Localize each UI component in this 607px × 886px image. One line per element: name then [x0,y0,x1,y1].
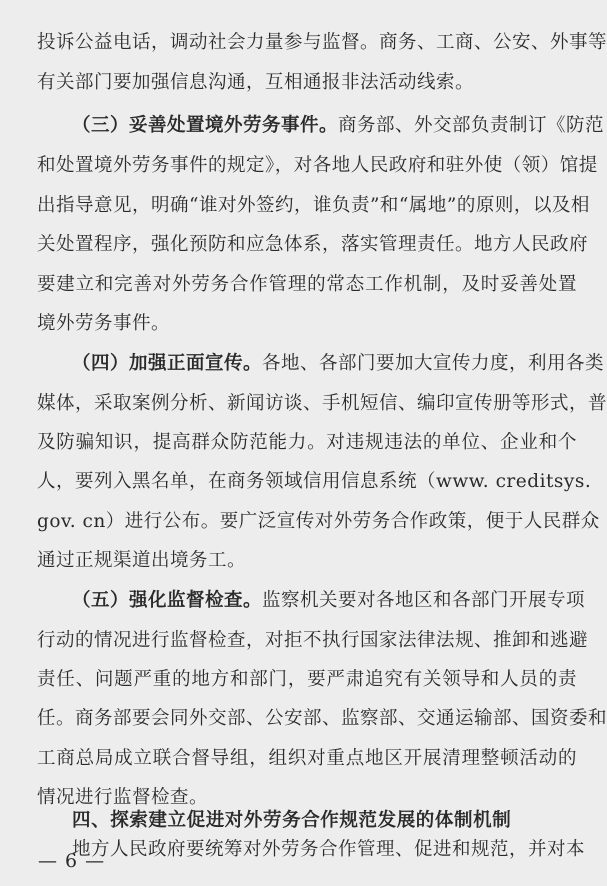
text-line: 要建立和完善对外劳务合作管理的常态工作机制，及时妥善处置 [37,274,577,295]
text-line: 地方人民政府要统筹对外劳务合作管理、促进和规范，并对本 [72,839,586,860]
text-line: 投诉公益电话，调动社会力量参与监督。商务、工商、公安、外事等 [37,32,607,53]
section-heading: 四、探索建立促进对外劳务合作规范发展的体制机制 [72,810,512,831]
text-line: 人，要列入黑名单，在商务领域信用信息系统（www. creditsys. [37,471,592,492]
subsection-heading-three: （三）妥善处置境外劳务事件。 [72,115,339,136]
text-line [72,349,605,379]
text-run: 监察机关要对各地区和各部门开展专项 [262,590,586,611]
text-run: 各地、各部门要加大宣传力度，利用各类 [262,353,605,374]
text-run: 商务部、外交部负责制订《防范 [338,115,605,136]
text-line: 及防骗知识，提高群众防范能力。对违规违法的单位、企业和个 [37,432,577,453]
subsection-heading-five: （五）强化监督检查。 [72,590,263,611]
text-line: 出指导意见，明确“谁对外签约，谁负责”和“属地”的原则，以及相 [37,195,590,216]
text-line: gov. cn）进行公布。要广泛宣传对外劳务合作政策，便于人民群众 [37,511,600,532]
text-line: 任。商务部要会同外交部、公安部、监察部、交通运输部、国资委和 [37,708,607,729]
text-line: 情况进行监督检查。 [37,787,209,808]
text-line: 通过正规渠道出境务工。 [37,550,247,571]
text-line [72,586,586,616]
page-number: — 6 — [38,850,106,872]
text-line: 工商总局成立联合督导组，组织对重点地区开展清理整顿活动的 [37,748,577,769]
text-line: 和处置境外劳务事件的规定》，对各地人民政府和驻外使（领）馆提 [37,155,598,176]
text-line [72,111,605,141]
text-line: 有关部门要加强信息沟通，互相通报非法活动线索。 [37,72,475,93]
text-line: 责任、问题严重的地方和部门，要严肃追究有关领导和人员的责 [37,669,577,690]
subsection-heading-four: （四）加强正面宣传。 [72,353,263,374]
text-line: 行动的情况进行监督检查，对拒不执行国家法律法规、推卸和逃避 [37,630,589,651]
text-line: 媒体，采取案例分析、新闻访谈、手机短信、编印宣传册等形式，普 [37,393,607,414]
text-line: 境外劳务事件。 [37,313,171,334]
text-line: 关处置程序，强化预防和应急体系，落实管理责任。地方人民政府 [37,234,589,255]
